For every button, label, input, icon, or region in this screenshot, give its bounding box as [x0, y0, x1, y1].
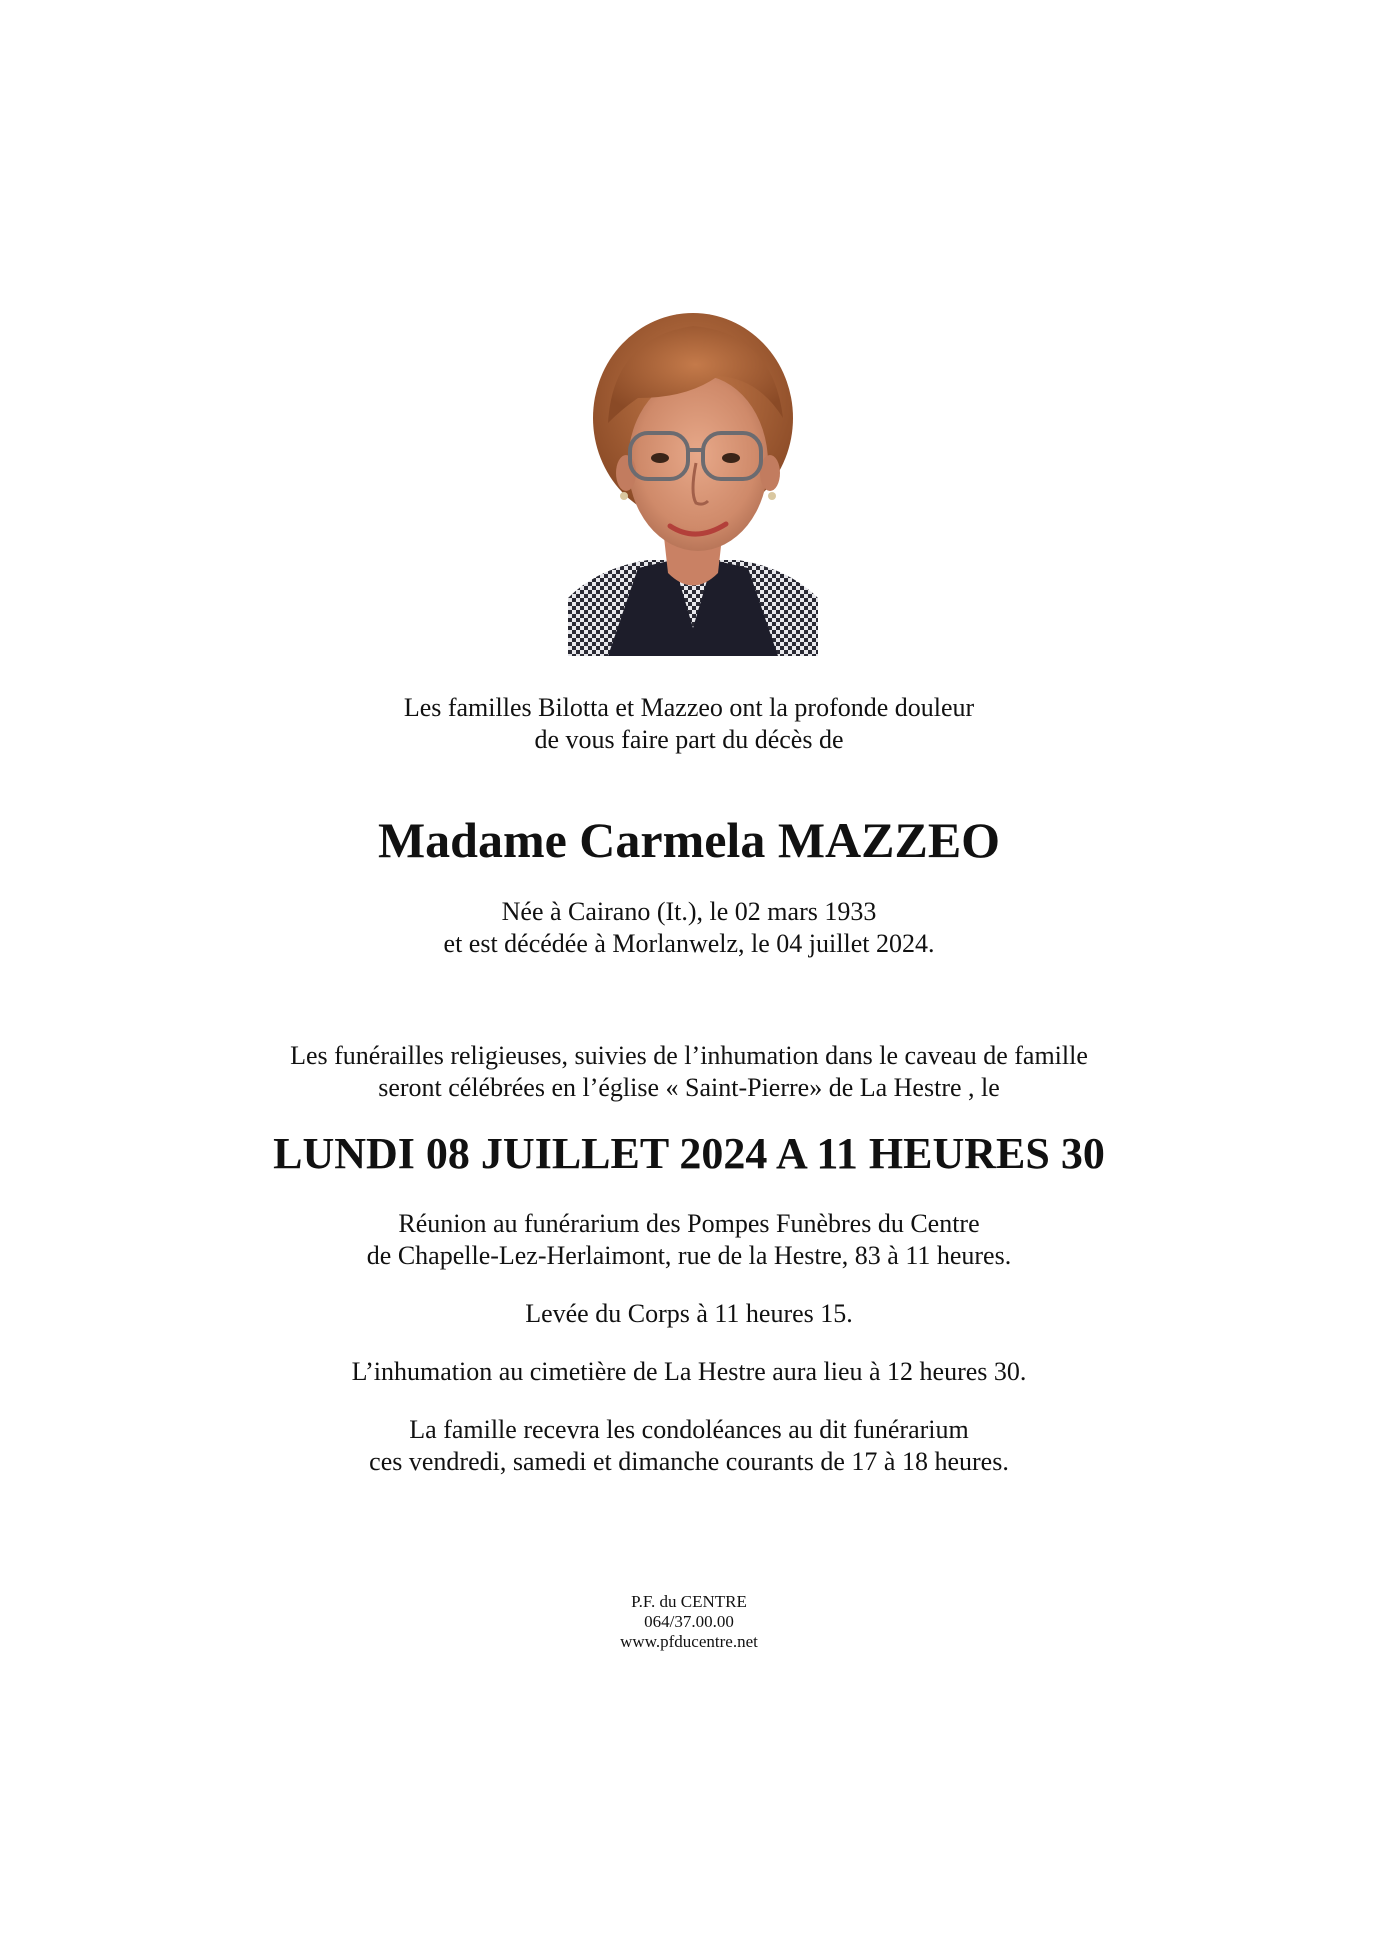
- reunion-text: [0, 1208, 1378, 1272]
- funeral-home-phone: 064/37.00.00: [644, 1612, 734, 1631]
- funeral-home-website: www.pfducentre.net: [620, 1632, 758, 1651]
- intro-text: [0, 692, 1378, 756]
- deceased-name: Madame Carmela MAZZEO: [377, 812, 1001, 868]
- inhumation-text: L’inhumation au cimetière de La Hestre aura lieu à 12 heures 30.: [351, 1357, 1027, 1386]
- intro-line-1: Les familles Bilotta et Mazzeo ont la profonde douleur: [403, 693, 975, 722]
- condoleances-line-1: La famille recevra les condoléances au dit funérarium: [409, 1415, 969, 1444]
- funeral-home-footer: [0, 1592, 1378, 1652]
- death-line: et est décédée à Morlanwelz, le 04 juillet 2024.: [443, 929, 935, 958]
- birth-line: Née à Cairano (It.), le 02 mars 1933: [501, 897, 877, 926]
- funeral-line-2: seront célébrées en l’église « Saint-Pierre» de La Hestre , le: [378, 1073, 1000, 1102]
- funeral-home-name: P.F. du CENTRE: [631, 1592, 747, 1611]
- intro-line-2: de vous faire part du décès de: [534, 725, 844, 754]
- portrait-photo: [568, 298, 818, 656]
- funeral-line-1: Les funérailles religieuses, suivies de l’inhumation dans le caveau de famille: [290, 1041, 1088, 1070]
- reunion-line-1: Réunion au funérarium des Pompes Funèbres du Centre: [398, 1209, 980, 1238]
- levee-text: Levée du Corps à 11 heures 15.: [525, 1299, 853, 1328]
- condoleances-text: [0, 1414, 1378, 1478]
- birth-death-info: [0, 896, 1378, 960]
- reunion-line-2: de Chapelle-Lez-Herlaimont, rue de la Hestre, 83 à 11 heures.: [366, 1241, 1012, 1270]
- funeral-date: LUNDI 08 JUILLET 2024 A 11 HEURES 30: [273, 1129, 1105, 1178]
- condoleances-line-2: ces vendredi, samedi et dimanche courants de 17 à 18 heures.: [369, 1447, 1009, 1476]
- funeral-text: [0, 1040, 1378, 1104]
